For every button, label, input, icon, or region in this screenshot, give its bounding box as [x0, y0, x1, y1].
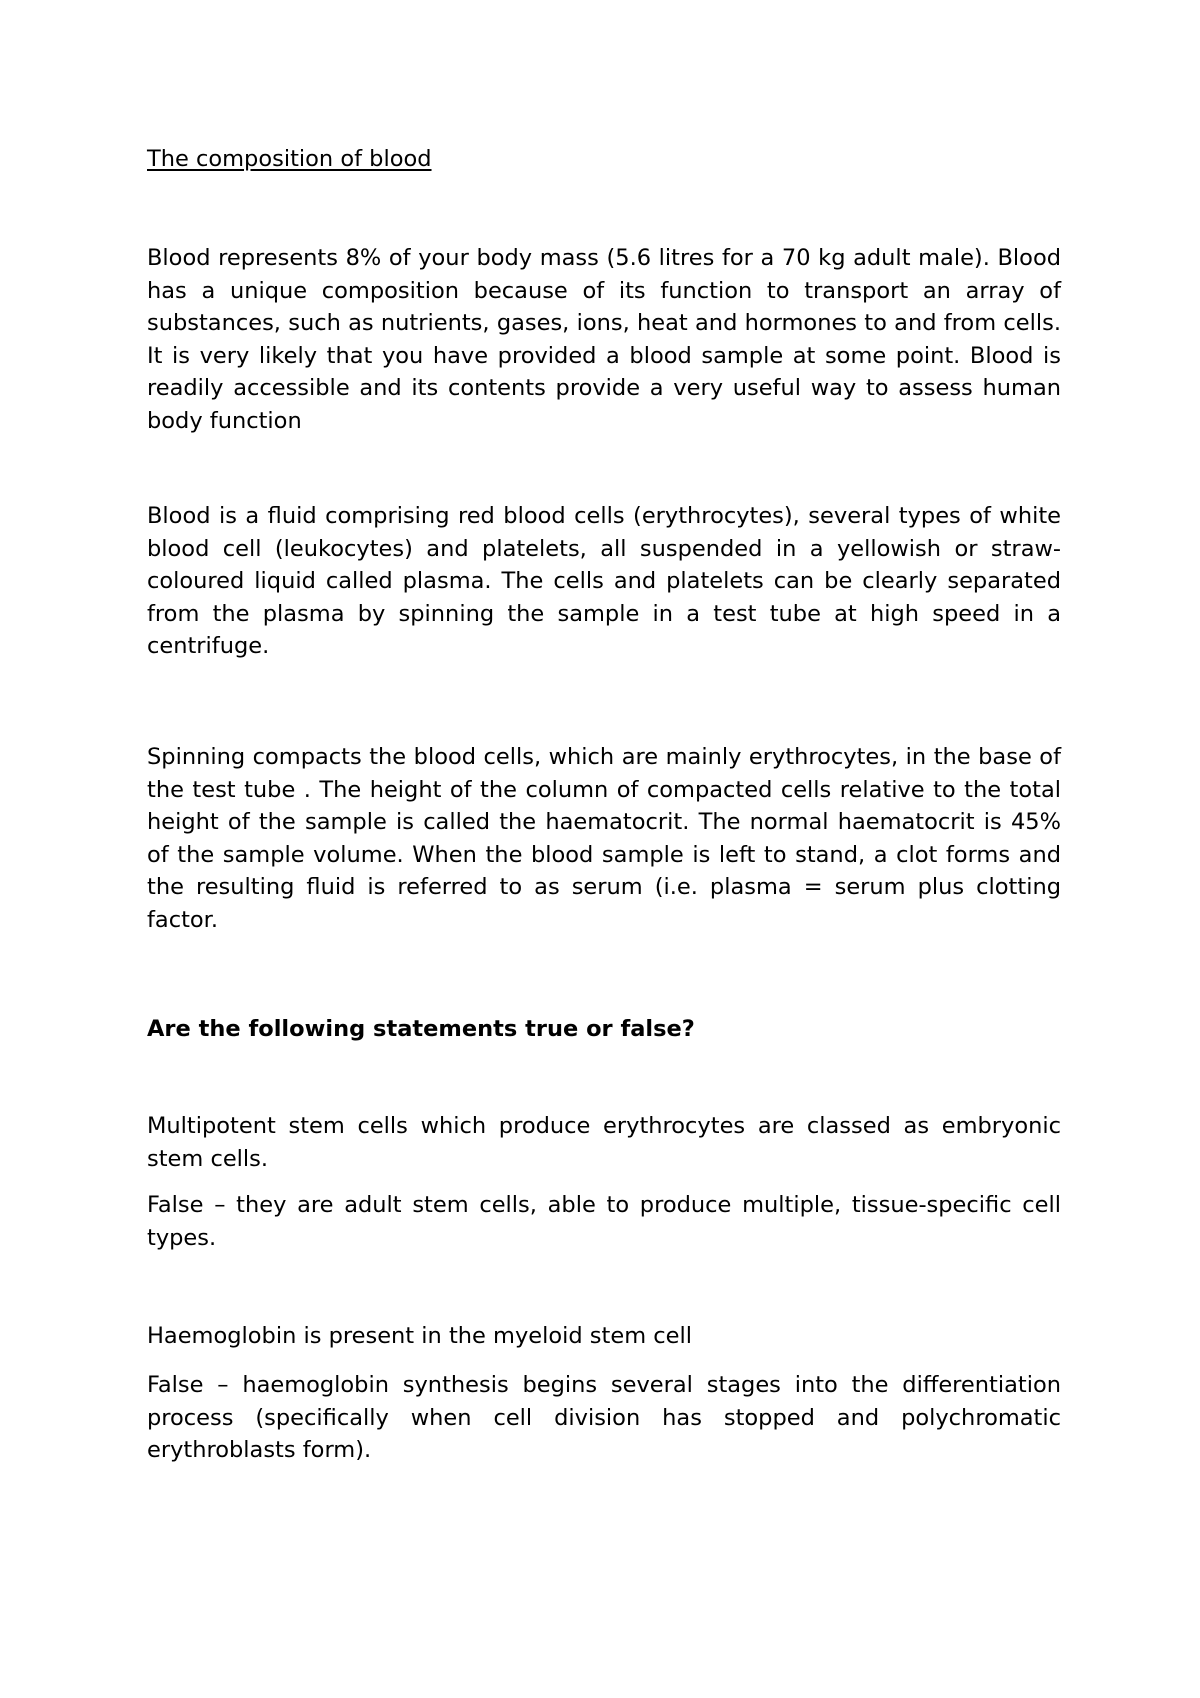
- paragraph-haematocrit: Spinning compacts the blood cells, which are mainly erythrocytes, in the base of the test tube . The height of the column of compacted cells relative to the total height of the sample is called the haematocrit. The normal haematocrit is 45% of the sample volume. When the blood sample is left to stand, a clot forms and the resulting fluid is referred to as serum (i.e. plasma = serum plus clotting factor.: [147, 744, 1061, 933]
- quiz-answer-1: False – they are adult stem cells, able to produce multiple, tissue-specific cell types.: [147, 1192, 1061, 1251]
- quiz-statement-2: Haemoglobin is present in the myeloid stem cell: [147, 1323, 692, 1349]
- quiz-answer-2: False – haemoglobin synthesis begins several stages into the differentiation process (specifically when cell division has stopped and polychromatic erythroblasts form).: [147, 1372, 1061, 1463]
- quiz-statement-1: Multipotent stem cells which produce erythrocytes are classed as embryonic stem cells.: [147, 1113, 1061, 1172]
- paragraph-blood-overview: Blood represents 8% of your body mass (5.6 litres for a 70 kg adult male). Blood has a unique composition because of its function to transport an array of substances, such as nutrients, gases, ions, heat and hormones to and from cells. It is very likely that you have provided a blood sample at some point. Blood is readily accessible and its contents provide a very useful way to assess human body function: [147, 245, 1061, 434]
- quiz-heading: Are the following statements true or false?: [147, 1016, 695, 1042]
- paragraph-blood-components: Blood is a fluid comprising red blood cells (erythrocytes), several types of white blood cell (leukocytes) and platelets, all suspended in a yellowish or straw-coloured liquid called plasma. The cells and platelets can be clearly separated from the plasma by spinning the sample in a test tube at high speed in a centrifuge.: [147, 503, 1061, 659]
- document-title: The composition of blood: [147, 146, 432, 172]
